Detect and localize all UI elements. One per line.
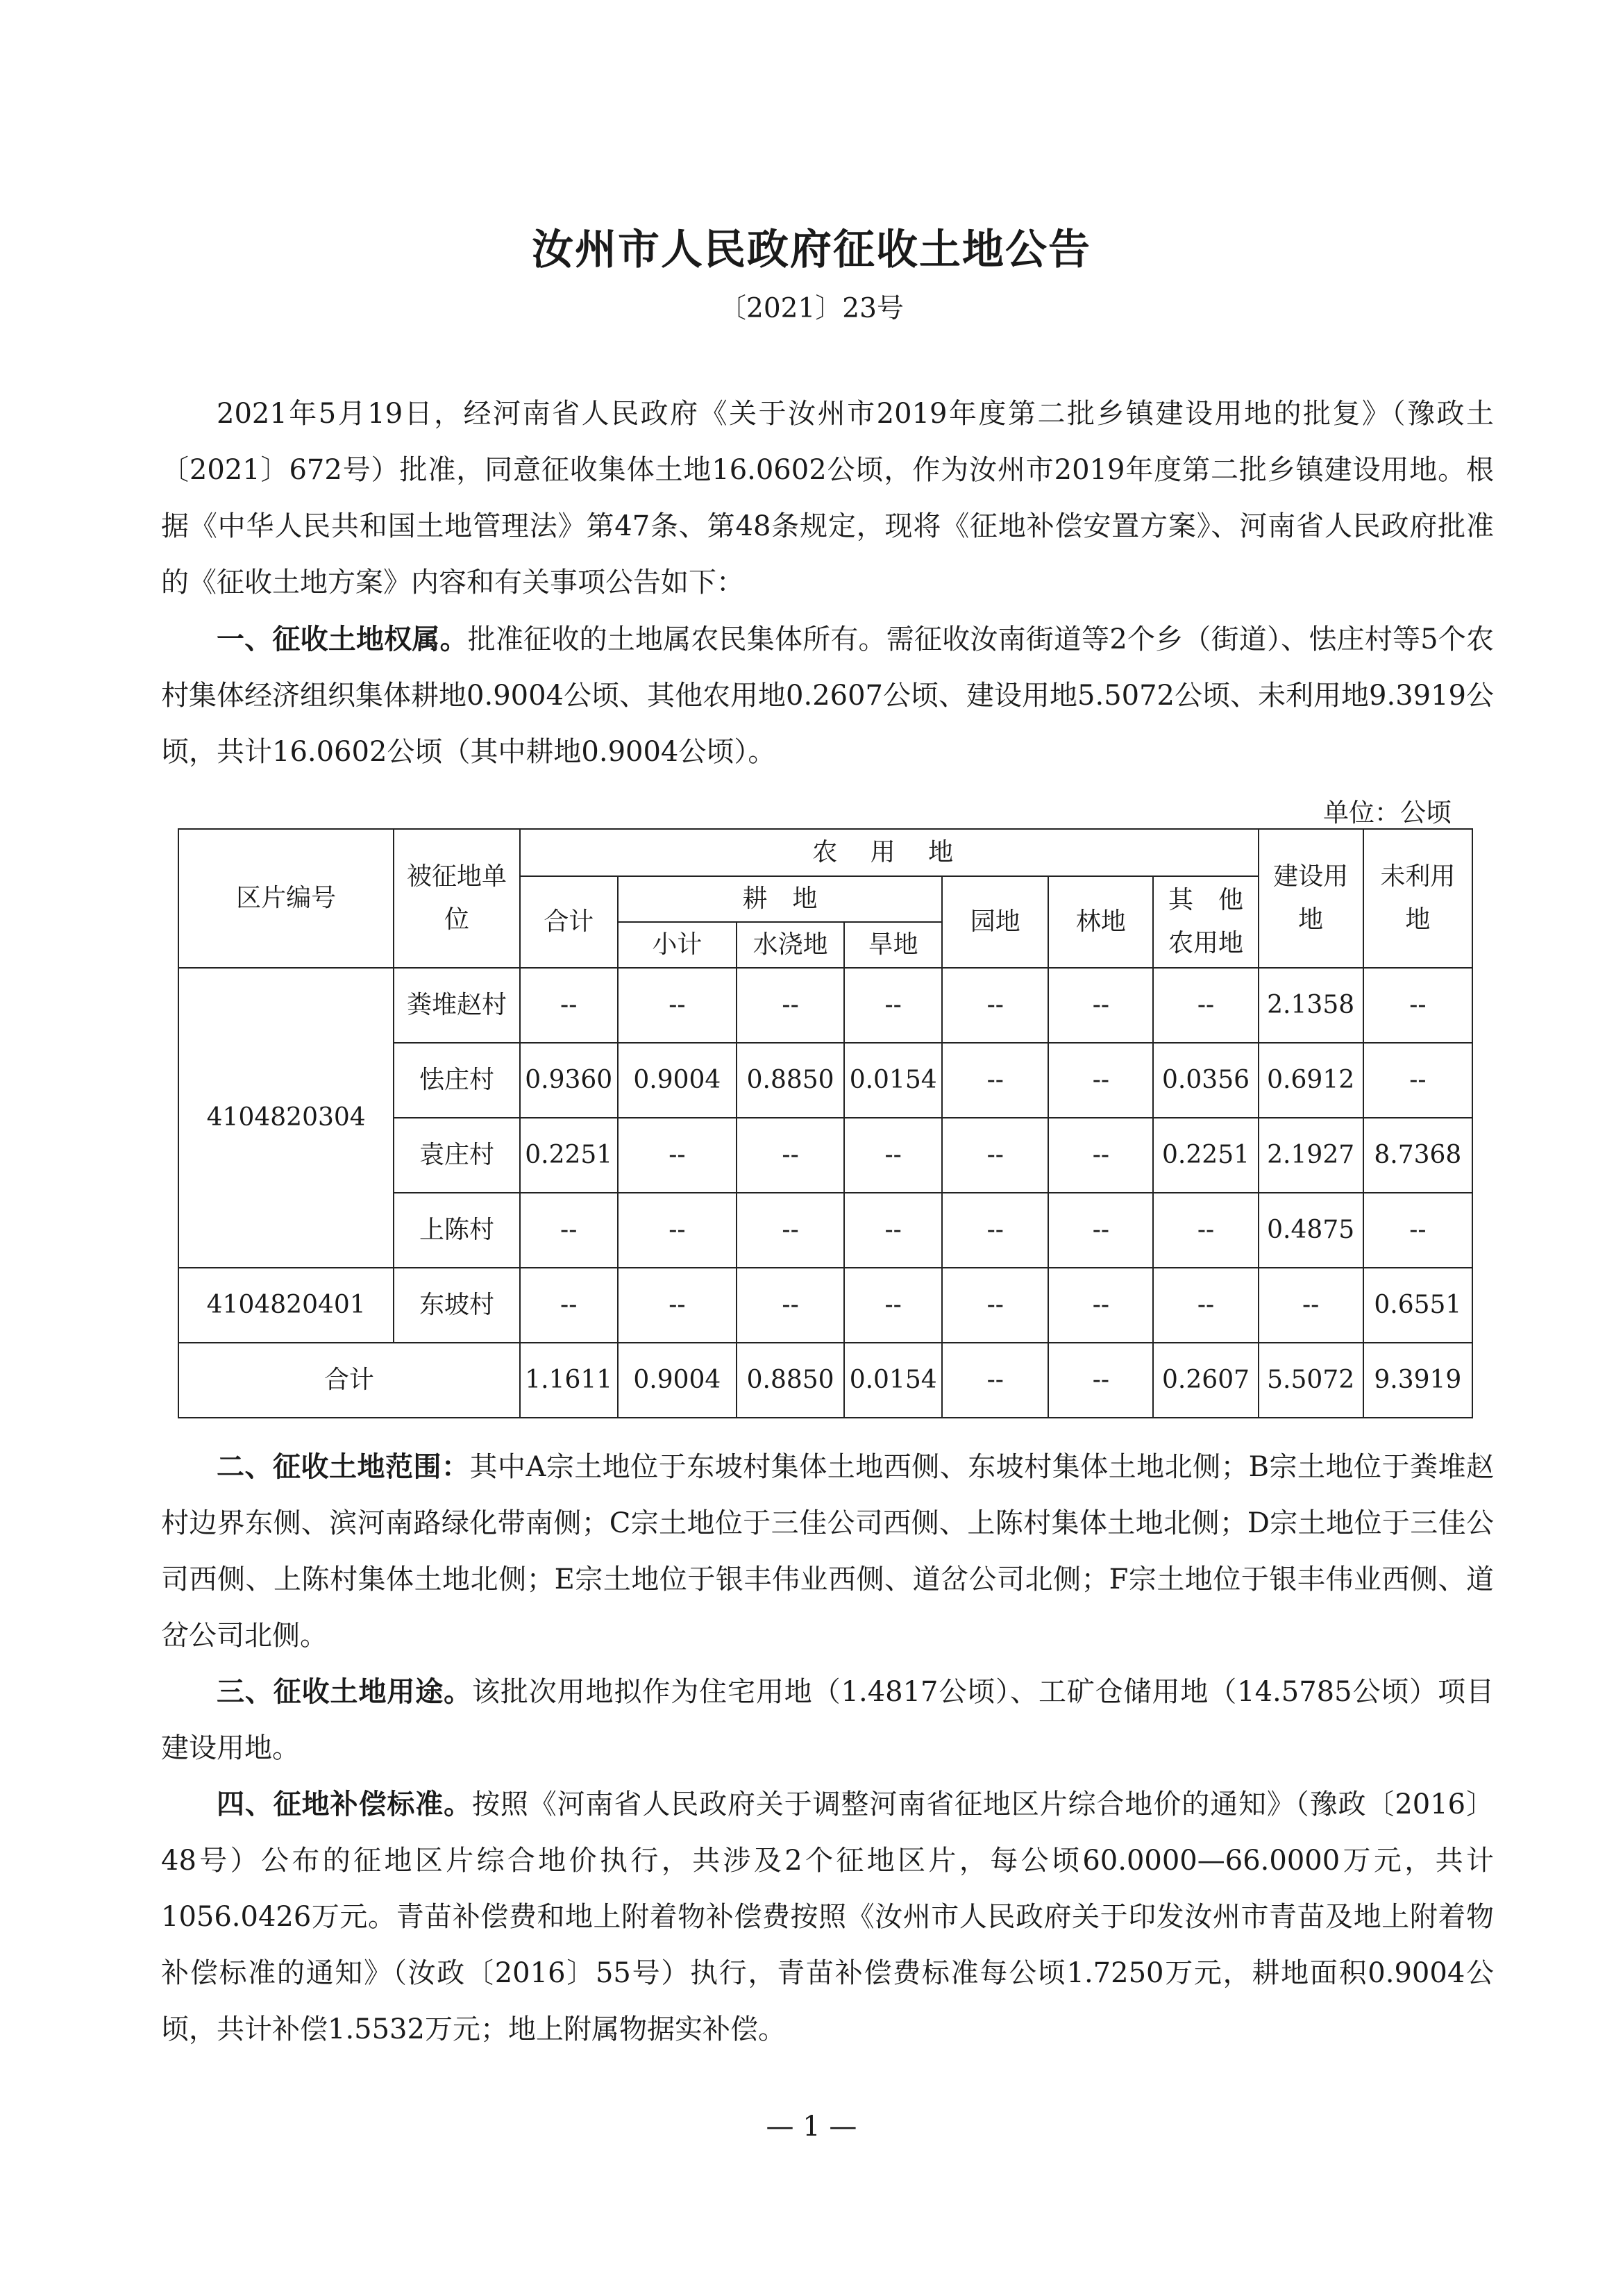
document-number: 〔2021〕23号 xyxy=(719,293,904,324)
subtotal-cell: -- xyxy=(618,968,737,1043)
irrigated-cell: -- xyxy=(737,1268,844,1343)
subtotal-cell: -- xyxy=(618,1118,737,1193)
header-irrigated: 水浇地 xyxy=(737,922,844,968)
other-cell: -- xyxy=(1153,1268,1258,1343)
land-acquisition-table xyxy=(178,828,1473,1418)
header-agri-total: 合计 xyxy=(520,876,618,968)
header-forest: 林地 xyxy=(1048,876,1153,968)
header-other-agri: 其 他农用地 xyxy=(1153,876,1258,968)
header-agricultural-land: 农 用 地 xyxy=(520,829,1259,876)
irrigated-cell: -- xyxy=(737,968,844,1043)
other-cell: 0.2607 xyxy=(1153,1343,1258,1418)
table-row xyxy=(178,968,1472,1043)
header-dry-land: 旱地 xyxy=(844,922,942,968)
construction-cell: 2.1927 xyxy=(1259,1118,1363,1193)
page-title: 汝州市人民政府征收土地公告 xyxy=(532,226,1091,274)
zone-code-cell: 4104820401 xyxy=(178,1268,394,1343)
unit-cell: 袁庄村 xyxy=(394,1118,519,1193)
garden-cell: -- xyxy=(942,1193,1048,1268)
unit-cell: 上陈村 xyxy=(394,1193,519,1268)
table-sum-row xyxy=(178,1343,1472,1418)
intro-paragraph: 2021年5月19日，经河南省人民政府《关于汝州市2019年度第二批乡镇建设用地的批复》（豫政土〔2021〕672号）批准，同意征收集体土地16.0602公顷，作为汝州市2019年度第二批乡镇建设用地。根据《中华人民共和国土地管理法》第47条、第48条规定，现将《征地补偿安置方案》、河南省人民政府批准的《征收土地方案》内容和有关事项公告如下： xyxy=(161,398,1494,598)
table-row xyxy=(178,1268,1472,1343)
garden-cell: -- xyxy=(942,1043,1048,1118)
dry-cell: -- xyxy=(844,968,942,1043)
unit-cell: 东坡村 xyxy=(394,1268,519,1343)
dry-cell: 0.0154 xyxy=(844,1343,942,1418)
header-zone-code: 区片编号 xyxy=(178,829,394,968)
other-cell: -- xyxy=(1153,968,1258,1043)
header-farmland-subtotal: 小计 xyxy=(618,922,737,968)
unit-cell: 粪堆赵村 xyxy=(394,968,519,1043)
total-cell: 0.9360 xyxy=(520,1043,618,1118)
other-cell: 0.0356 xyxy=(1153,1043,1258,1118)
zone-code-cell: 4104820304 xyxy=(178,968,394,1268)
dry-cell: 0.0154 xyxy=(844,1043,942,1118)
unused-cell: -- xyxy=(1363,1193,1472,1268)
irrigated-cell: -- xyxy=(737,1193,844,1268)
garden-cell: -- xyxy=(942,968,1048,1043)
irrigated-cell: -- xyxy=(737,1118,844,1193)
section-2-text: 其中A宗土地位于东坡村集体土地西侧、东坡村集体土地北侧；B宗土地位于粪堆赵村边界东侧、滨河南路绿化带南侧；C宗土地位于三佳公司西侧、上陈村集体土地北侧；D宗土地位于三佳公司西侧、上陈村集体土地北侧；E宗土地位于银丰伟业西侧、道岔公司北侧；F宗土地位于银丰伟业西侧、道岔公司北侧。 xyxy=(161,1451,1495,1652)
section-4-paragraph xyxy=(161,1776,1494,2058)
unit-cell: 怯庄村 xyxy=(394,1043,519,1118)
forest-cell: -- xyxy=(1048,968,1153,1043)
header-unused-land: 未利用地 xyxy=(1363,829,1472,968)
forest-cell: -- xyxy=(1048,1118,1153,1193)
total-cell: -- xyxy=(520,1193,618,1268)
forest-cell: -- xyxy=(1048,1343,1153,1418)
unused-cell: -- xyxy=(1363,1043,1472,1118)
irrigated-cell: 0.8850 xyxy=(737,1343,844,1418)
construction-cell: 0.4875 xyxy=(1259,1193,1363,1268)
total-cell: -- xyxy=(520,1268,618,1343)
subtotal-cell: -- xyxy=(618,1268,737,1343)
forest-cell: -- xyxy=(1048,1043,1153,1118)
section-1-paragraph xyxy=(161,611,1494,780)
construction-cell: -- xyxy=(1259,1268,1363,1343)
garden-cell: -- xyxy=(942,1268,1048,1343)
header-acquired-unit: 被征地单位 xyxy=(394,829,519,968)
sum-label-cell: 合计 xyxy=(178,1343,520,1418)
construction-cell: 5.5072 xyxy=(1259,1343,1363,1418)
section-1-heading: 一、征收土地权属。 xyxy=(217,623,468,655)
unused-cell: 9.3919 xyxy=(1363,1343,1472,1418)
section-2-paragraph xyxy=(161,1439,1494,1664)
section-1-text: 批准征收的土地属农民集体所有。需征收汝南街道等2个乡（街道）、怯庄村等5个农村集体经济组织集体耕地0.9004公顷、其他农用地0.2607公顷、建设用地5.5072公顷、未利用地9.3919公顷，共计16.0602公顷（其中耕地0.9004公顷）。 xyxy=(161,623,1494,768)
forest-cell: -- xyxy=(1048,1268,1153,1343)
section-3-text: 该批次用地拟作为住宅用地（1.4817公顷）、工矿仓储用地（14.5785公顷）项目建设用地。 xyxy=(161,1676,1495,1764)
other-cell: 0.2251 xyxy=(1153,1118,1258,1193)
unused-cell: -- xyxy=(1363,968,1472,1043)
section-4-heading: 四、征地补偿标准。 xyxy=(217,1788,472,1820)
header-farmland: 耕 地 xyxy=(618,876,942,922)
dry-cell: -- xyxy=(844,1268,942,1343)
construction-cell: 0.6912 xyxy=(1259,1043,1363,1118)
unused-cell: 0.6551 xyxy=(1363,1268,1472,1343)
total-cell: 1.1611 xyxy=(520,1343,618,1418)
dry-cell: -- xyxy=(844,1193,942,1268)
header-garden: 园地 xyxy=(942,876,1048,968)
total-cell: 0.2251 xyxy=(520,1118,618,1193)
irrigated-cell: 0.8850 xyxy=(737,1043,844,1118)
unused-cell: 8.7368 xyxy=(1363,1118,1472,1193)
section-2-heading: 二、征收土地范围： xyxy=(217,1450,470,1483)
garden-cell: -- xyxy=(942,1343,1048,1418)
subtotal-cell: 0.9004 xyxy=(618,1043,737,1118)
garden-cell: -- xyxy=(942,1118,1048,1193)
table-unit-label: 单位：公顷 xyxy=(1323,798,1452,828)
subtotal-cell: 0.9004 xyxy=(618,1343,737,1418)
subtotal-cell: -- xyxy=(618,1193,737,1268)
dry-cell: -- xyxy=(844,1118,942,1193)
construction-cell: 2.1358 xyxy=(1259,968,1363,1043)
section-4-text: 按照《河南省人民政府关于调整河南省征地区片综合地价的通知》（豫政〔2016〕48号）公布的征地区片综合地价执行，共涉及2个征地区片，每公顷60.0000—66.0000万元，共计1056.0426万元。青苗补偿费和地上附着物补偿费按照《汝州市人民政府关于印发汝州市青苗及地上附着物补偿标准的通知》（汝政〔2016〕55号）执行，青苗补偿费标准每公顷1.7250万元，耕地面积0.9004公顷，共计补偿1.5532万元；地上附属物据实补偿。 xyxy=(161,1788,1495,2045)
page-number: — 1 — xyxy=(766,2111,857,2143)
other-cell: -- xyxy=(1153,1193,1258,1268)
total-cell: -- xyxy=(520,968,618,1043)
forest-cell: -- xyxy=(1048,1193,1153,1268)
header-construction-land: 建设用地 xyxy=(1259,829,1363,968)
section-3-paragraph xyxy=(161,1664,1494,1777)
section-3-heading: 三、征收土地用途。 xyxy=(217,1675,472,1708)
